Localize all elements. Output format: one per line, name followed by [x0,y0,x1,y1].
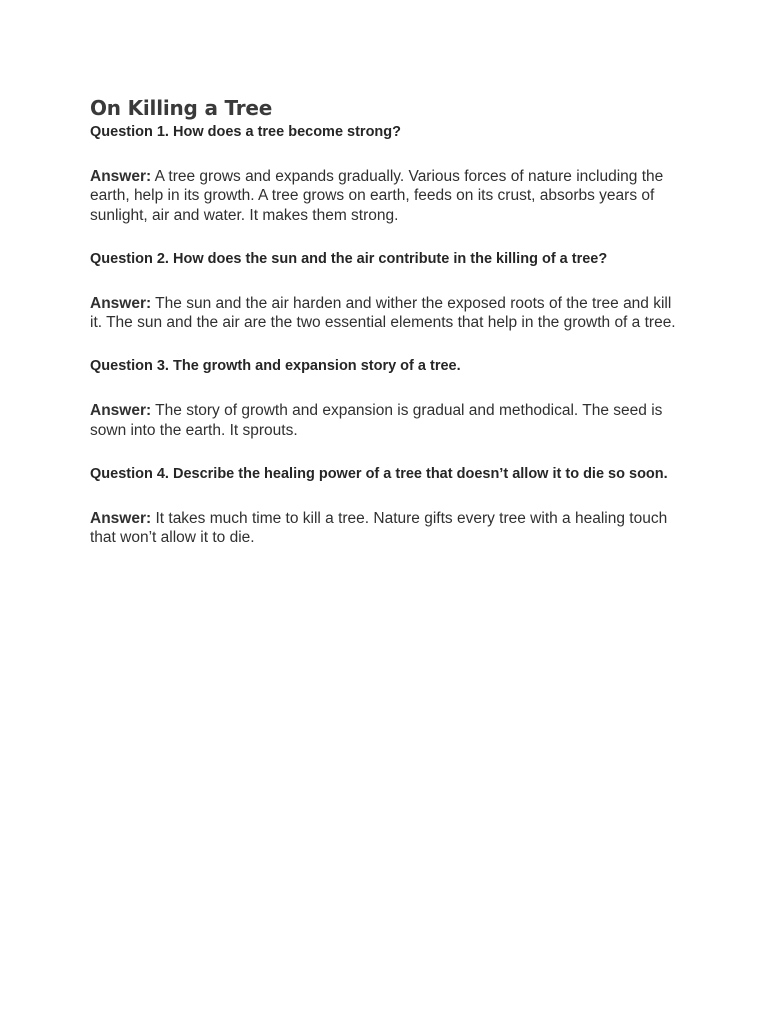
answer-3 [90,401,680,440]
document-page [90,94,680,573]
question-3: Question 3. The growth and expansion story of a tree. [90,358,461,375]
answer-2-text: The sun and the air harden and wither the exposed roots of the tree and kill it. The sun and the air are the two essential elements that help in the growth of a tree. [90,294,676,332]
answer-2 [90,294,680,333]
question-4: Question 4. Describe the healing power of a tree that doesn’t allow it to die so soon. [90,466,668,483]
answer-4-text: It takes much time to kill a tree. Nature gifts every tree with a healing touch that won’t allow it to die. [90,510,668,547]
answer-1 [90,167,680,225]
answer-label: Answer: [90,294,152,312]
question-1: Question 1. How does a tree become strong? [90,124,402,140]
question-2: Question 2. How does the sun and the air contribute in the killing of a tree? [90,250,608,267]
answer-4 [90,509,680,548]
answer-1-text: A tree grows and expands gradually. Various forces of nature including the earth, help in its growth. A tree grows on earth, feeds on its crust, absorbs years of sunlight, air and water. It makes them strong. [90,168,664,224]
answer-label: Answer: [90,402,152,420]
page-title: On Killing a Tree [90,96,273,120]
answer-3-text: The story of growth and expansion is gradual and methodical. The seed is sown into the earth. It sprouts. [90,402,663,439]
answer-label: Answer: [90,168,152,185]
answer-label: Answer: [90,510,152,528]
